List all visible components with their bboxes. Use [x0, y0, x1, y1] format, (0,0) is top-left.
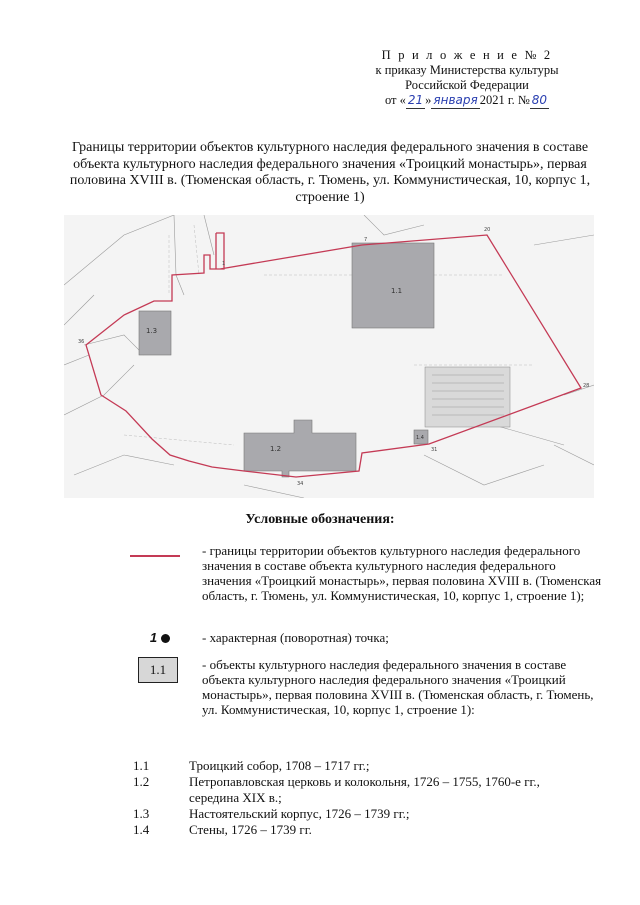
- object-box-symbol: 1.1: [138, 657, 178, 683]
- objects-list: [133, 758, 593, 838]
- object-number: 1.3: [133, 806, 150, 821]
- handwritten-month: января: [433, 93, 478, 107]
- list-item: [133, 758, 593, 774]
- point-dot-icon: [161, 634, 170, 643]
- object-text: Троицкий собор, 1708 – 1717 гг.;: [189, 758, 370, 773]
- map-label-1-3: 1.3: [146, 327, 158, 335]
- handwritten-day: 21: [407, 93, 424, 107]
- point-20: 20: [484, 227, 491, 233]
- site-map: [64, 215, 594, 498]
- appendix-header: [352, 48, 582, 109]
- legend-row-object: [120, 657, 600, 747]
- appendix-order-line: к приказу Министерства культуры: [375, 63, 559, 77]
- object-number: 1.1: [133, 758, 150, 773]
- point-36: 36: [78, 339, 85, 345]
- map-label-1-1: 1.1: [391, 287, 403, 295]
- courtyard-structure: [425, 367, 510, 427]
- object-text: Настоятельский корпус, 1726 – 1739 гг.;: [189, 806, 410, 821]
- point-symbol: [120, 630, 200, 645]
- appendix-date-line: [352, 93, 582, 109]
- list-item: [133, 822, 593, 838]
- legend-row-boundary: [120, 543, 600, 623]
- map-label-1-4: 1.4: [416, 435, 424, 441]
- object-text: Петропавловская церковь и колокольня, 1726 – 1755, 1760-е гг., середина XIX в.;: [189, 774, 540, 805]
- point-7: 7: [364, 237, 368, 243]
- point-symbol-number: 1: [149, 630, 158, 645]
- legend-point-desc: - характерная (поворотная) точка;: [202, 630, 389, 645]
- legend-object-desc: - объекты культурного наследия федерального значения в составе объекта культурного наследия федерального значения «Троицкий монастырь», первая половина XVIII в. (Тюменская область, г. Тюмень, ул. Коммунистическая, 10, корпус 1, строение 1):: [202, 657, 594, 717]
- date-prefix: от «: [384, 93, 406, 107]
- map-label-1-2: 1.2: [270, 445, 282, 453]
- building-1-1: [352, 243, 434, 328]
- point-34: 34: [297, 481, 304, 487]
- document-title: Границы территории объектов культурного наследия федерального значения в составе объекта культурного наследия федерального значения «Троицкий монастырь», первая половина XVIII в. (Тюменская область, г. Тюмень, ул. Коммунистическая, 10, корпус 1, строение 1): [69, 140, 591, 205]
- date-sep: »: [425, 93, 432, 107]
- date-year: 2021 г. №: [479, 93, 530, 107]
- legend-title: Условные обозначения:: [245, 512, 395, 527]
- red-boundary-line: [130, 555, 180, 557]
- object-number: 1.4: [133, 822, 150, 837]
- legend-row-point: [120, 630, 600, 648]
- handwritten-number: 80: [531, 93, 548, 107]
- boundary-line-symbol: [120, 543, 200, 567]
- object-text: Стены, 1726 – 1739 гг.: [189, 822, 312, 837]
- list-item: [133, 774, 593, 806]
- site-map-svg: [64, 215, 594, 498]
- list-item: [133, 806, 593, 822]
- point-1: 1: [222, 261, 226, 267]
- point-28: 28: [583, 383, 590, 389]
- legend-boundary-desc: - границы территории объектов культурного наследия федерального значения в составе объекта культурного наследия федерального значения «Троицкий монастырь», первая половина XVIII в. (Тюменская область, г. Тюмень, ул. Коммунистическая, 10, корпус 1, строение 1);: [202, 543, 602, 603]
- point-31: 31: [431, 447, 438, 453]
- appendix-heading: П р и л о ж е н и е № 2: [381, 48, 553, 62]
- object-number: 1.2: [133, 774, 150, 789]
- appendix-federation-line: Российской Федерации: [405, 78, 529, 92]
